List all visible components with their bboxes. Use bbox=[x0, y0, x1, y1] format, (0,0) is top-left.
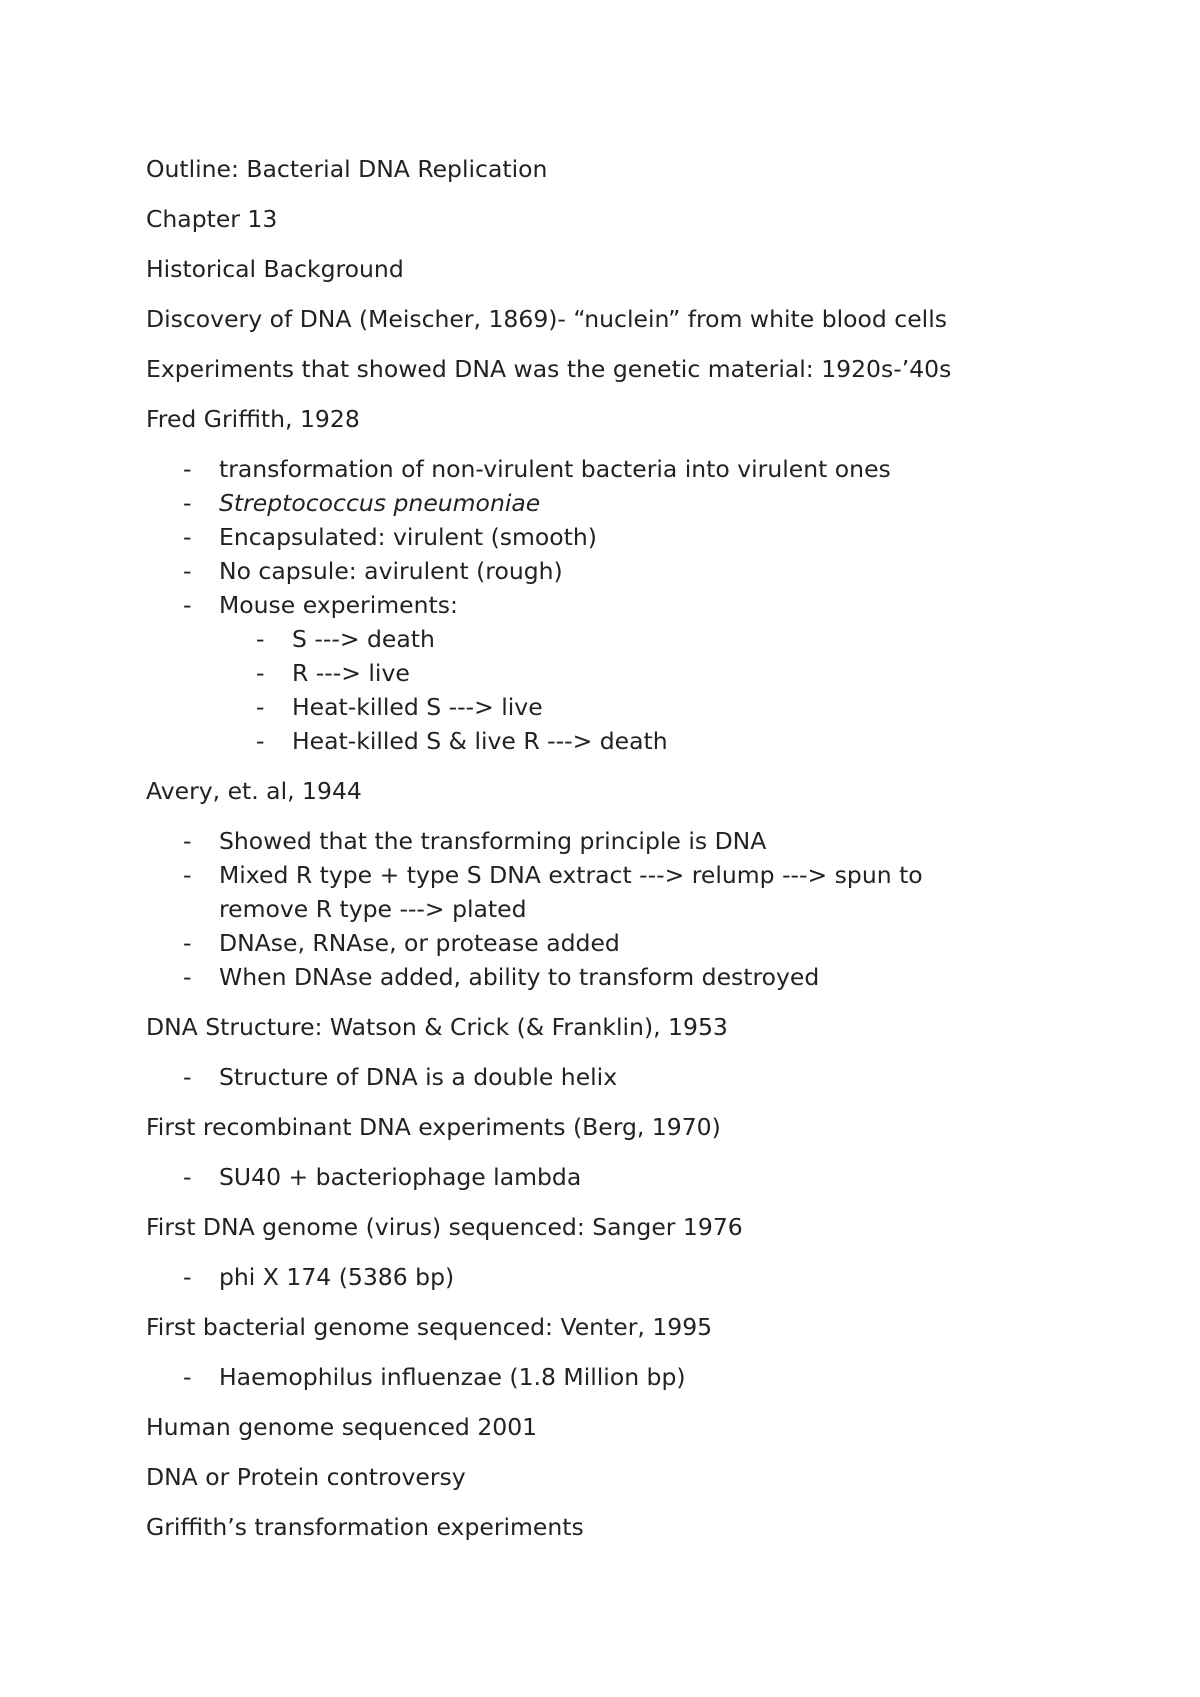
list-item bbox=[146, 690, 1106, 724]
dash-marker: - bbox=[256, 659, 265, 687]
list-item bbox=[146, 554, 1106, 588]
bullet-text: Encapsulated: virulent (smooth) bbox=[219, 523, 597, 551]
human-genome-line: Human genome sequenced 2001 bbox=[146, 1413, 538, 1441]
dash-marker: - bbox=[256, 625, 265, 653]
list-item bbox=[146, 1360, 1106, 1394]
bullet-text: Mixed R type + type S DNA extract ---> relump ---> spun to remove R type ---> plated bbox=[219, 861, 923, 923]
bullet-text: Showed that the transforming principle is DNA bbox=[219, 827, 767, 855]
genome-bacteria-bullet-list bbox=[146, 1360, 1106, 1394]
dash-marker: - bbox=[183, 963, 192, 991]
list-item bbox=[146, 724, 1106, 758]
avery-heading: Avery, et. al, 1944 bbox=[146, 777, 362, 805]
griffith-heading: Fred Griffith, 1928 bbox=[146, 405, 360, 433]
structure-bullet-list bbox=[146, 1060, 1106, 1094]
section-heading: Historical Background bbox=[146, 255, 404, 283]
bullet-text: Streptococcus pneumoniae bbox=[219, 489, 541, 517]
dash-marker: - bbox=[183, 523, 192, 551]
dash-marker: - bbox=[183, 489, 192, 517]
dash-marker: - bbox=[256, 693, 265, 721]
dash-marker: - bbox=[183, 929, 192, 957]
bullet-text: Haemophilus influenzae (1.8 Million bp) bbox=[219, 1363, 686, 1391]
dash-marker: - bbox=[183, 827, 192, 855]
list-item bbox=[146, 1160, 1106, 1194]
list-item bbox=[146, 656, 1106, 690]
discovery-line: Discovery of DNA (Meischer, 1869)- “nuclein” from white blood cells bbox=[146, 305, 947, 333]
dash-marker: - bbox=[183, 1263, 192, 1291]
genome-virus-heading: First DNA genome (virus) sequenced: Sanger 1976 bbox=[146, 1213, 743, 1241]
list-item bbox=[146, 622, 1106, 656]
list-item bbox=[146, 1260, 1106, 1294]
avery-bullet-list bbox=[146, 824, 1106, 994]
document-title: Outline: Bacterial DNA Replication bbox=[146, 155, 548, 183]
list-item bbox=[146, 486, 1106, 520]
dash-marker: - bbox=[256, 727, 265, 755]
list-item bbox=[146, 1060, 1106, 1094]
bullet-text: When DNAse added, ability to transform destroyed bbox=[219, 963, 820, 991]
list-item bbox=[146, 452, 1106, 486]
bullet-text: Structure of DNA is a double helix bbox=[219, 1063, 618, 1091]
bullet-text: transformation of non-virulent bacteria into virulent ones bbox=[219, 455, 891, 483]
dash-marker: - bbox=[183, 1363, 192, 1391]
griffith-transformation-line: Griffith’s transformation experiments bbox=[146, 1513, 584, 1541]
dash-marker: - bbox=[183, 557, 192, 585]
dash-marker: - bbox=[183, 1063, 192, 1091]
bullet-text: phi X 174 (5386 bp) bbox=[219, 1263, 455, 1291]
dash-marker: - bbox=[183, 455, 192, 483]
genome-bacteria-heading: First bacterial genome sequenced: Venter, 1995 bbox=[146, 1313, 713, 1341]
bullet-text: Mouse experiments: bbox=[219, 591, 458, 619]
mouse-experiment-sublist bbox=[146, 622, 1106, 758]
list-item bbox=[146, 520, 1106, 554]
recombinant-heading: First recombinant DNA experiments (Berg, 1970) bbox=[146, 1113, 721, 1141]
genome-virus-bullet-list bbox=[146, 1260, 1106, 1294]
document-body bbox=[146, 152, 1106, 1544]
chapter-label: Chapter 13 bbox=[146, 205, 278, 233]
bullet-text: DNAse, RNAse, or protease added bbox=[219, 929, 620, 957]
controversy-line: DNA or Protein controversy bbox=[146, 1463, 466, 1491]
list-item bbox=[146, 588, 1106, 622]
griffith-bullet-list bbox=[146, 452, 1106, 622]
list-item bbox=[146, 858, 1106, 926]
bullet-text: R ---> live bbox=[292, 659, 410, 687]
bullet-text: S ---> death bbox=[292, 625, 435, 653]
experiments-intro-line: Experiments that showed DNA was the genetic material: 1920s-’40s bbox=[146, 355, 952, 383]
bullet-text: No capsule: avirulent (rough) bbox=[219, 557, 563, 585]
list-item bbox=[146, 960, 1106, 994]
bullet-text: SU40 + bacteriophage lambda bbox=[219, 1163, 582, 1191]
dash-marker: - bbox=[183, 591, 192, 619]
bullet-text: Heat-killed S ---> live bbox=[292, 693, 543, 721]
list-item bbox=[146, 824, 1106, 858]
dash-marker: - bbox=[183, 861, 192, 889]
bullet-text: Heat-killed S & live R ---> death bbox=[292, 727, 668, 755]
dash-marker: - bbox=[183, 1163, 192, 1191]
structure-heading: DNA Structure: Watson & Crick (& Franklin), 1953 bbox=[146, 1013, 728, 1041]
recombinant-bullet-list bbox=[146, 1160, 1106, 1194]
list-item bbox=[146, 926, 1106, 960]
